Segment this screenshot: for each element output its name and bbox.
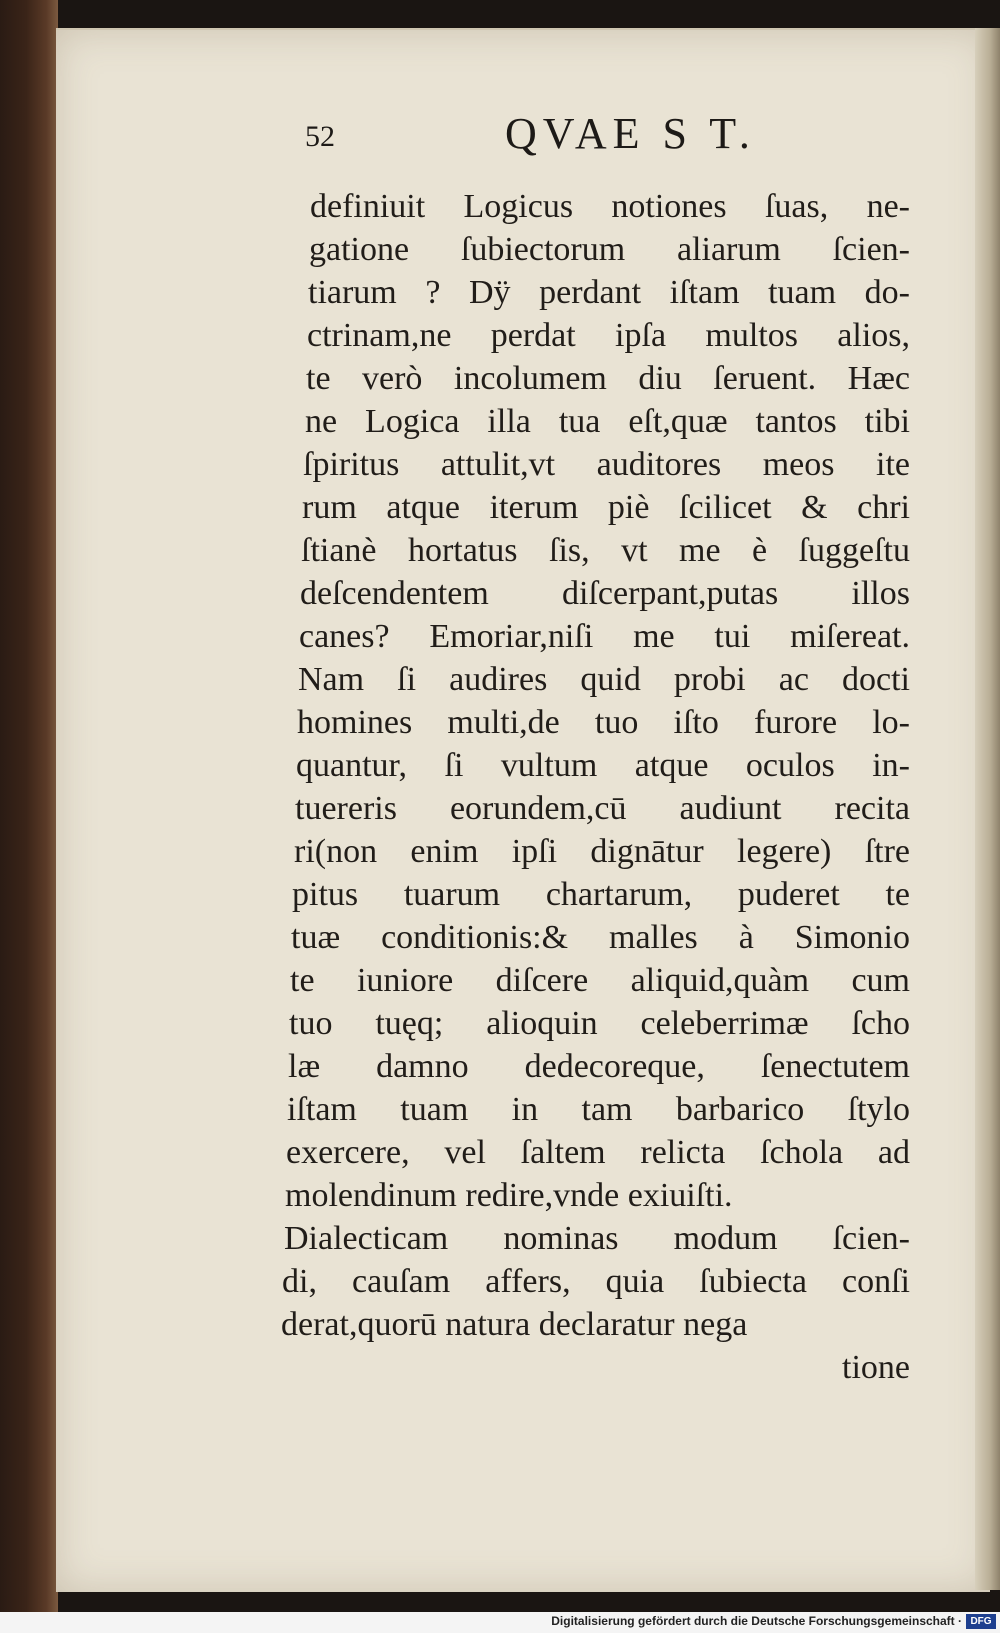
text-line: canes? Emoriar,niſi me tui miſereat. (299, 618, 910, 655)
text-line: ſtianè hortatus ſis, vt me è ſuggeſtu (301, 532, 910, 569)
text-line: rum atque iterum piè ſcilicet & chri (302, 489, 910, 526)
text-line: homines multi,de tuo iſto furore lo- (297, 704, 910, 741)
page-fore-edge (975, 28, 1000, 1590)
page-number: 52 (305, 120, 335, 153)
text-line: Nam ſi audires quid probi ac docti (298, 661, 910, 698)
text-line: pitus tuarum chartarum, puderet te (292, 876, 910, 913)
text-line: di, cauſam affers, quia ſubiecta conſi (282, 1263, 910, 1300)
text-line: te verò incolumem diu ſeruent. Hæc (306, 360, 910, 397)
body-text (280, 185, 940, 1389)
text-line: tiarum ? Dÿ perdant iſtam tuam do- (308, 274, 910, 311)
text-line: læ damno dedecoreque, ſenectutem (288, 1048, 910, 1085)
text-line: molendinum redire,vnde exiuiſti. (285, 1177, 733, 1214)
text-line: exercere, vel ſaltem relicta ſchola ad (286, 1134, 910, 1171)
text-line: ctrinam,ne perdat ipſa multos alios, (307, 317, 910, 354)
text-line: gatione ſubiectorum aliarum ſcien- (309, 231, 910, 268)
text-line: ri(non enim ipſi dignātur legere) ſtre (294, 833, 910, 870)
text-line: tuo tuęq; alioquin celeberrimæ ſcho (289, 1005, 910, 1042)
running-head: QVAE S T. (505, 109, 756, 158)
text-line: tione (842, 1349, 910, 1386)
book-binding-edge (0, 0, 58, 1633)
text-line: derat,quorū natura declaratur nega (281, 1306, 748, 1343)
text-line: ne Logica illa tua eſt,quæ tantos tibi (305, 403, 910, 440)
funding-credit: Digitalisierung gefördert durch die Deutsche Forschungsgemeinschaft · (551, 1614, 962, 1628)
dfg-logo-icon: DFG (966, 1614, 996, 1629)
text-line: Dialecticam nominas modum ſcien- (284, 1220, 910, 1257)
footer-bar (0, 1612, 1000, 1633)
text-line: tuæ conditionis:& malles à Simonio (291, 919, 910, 956)
text-line: quantur, ſi vultum atque oculos in- (296, 747, 910, 784)
text-line: ſpiritus attulit,vt auditores meos ite (303, 446, 910, 483)
text-line: deſcendentem diſcerpant,putas illos (300, 575, 910, 612)
page-header (305, 108, 785, 168)
text-line: tuereris eorundem,cū audiunt recita (295, 790, 910, 827)
text-line: iſtam tuam in tam barbarico ſtylo (287, 1091, 910, 1128)
text-line: definiuit Logicus notiones ſuas, ne- (310, 188, 910, 225)
text-line: te iuniore diſcere aliquid,quàm cum (290, 962, 910, 999)
